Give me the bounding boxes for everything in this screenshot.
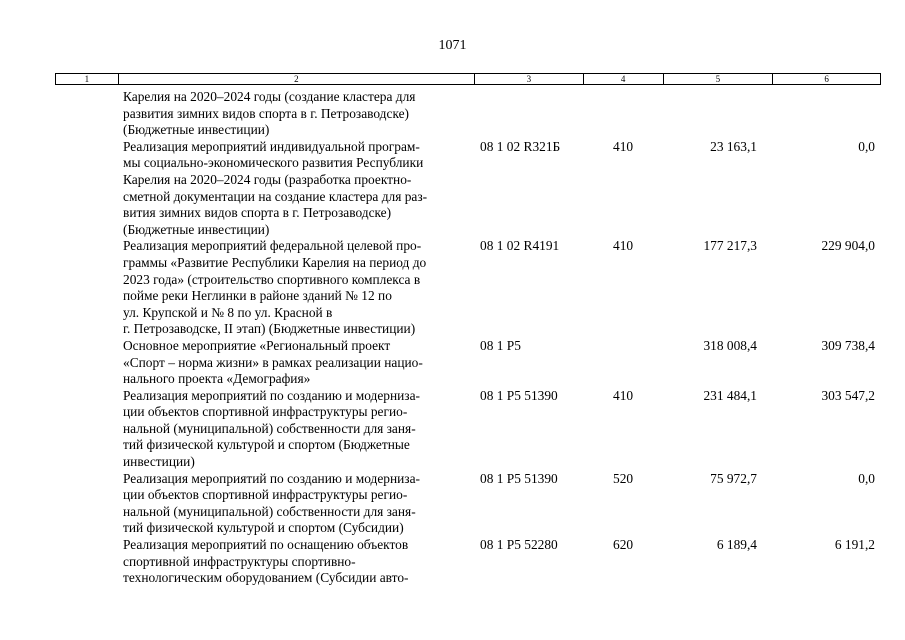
table-row [55,338,881,388]
row-type: 410 [613,138,634,154]
row-name: Реализация мероприятий по созданию и модерниза- ции объектов спортивной инфраструктуры регио- нальной (муниципальной) собственности для заня- тий физической культурой и спортом (Субсидии) [123,470,420,536]
row-type [584,89,664,139]
row-value-1: 177 217,3 [703,238,757,254]
row-name: Карелия на 2020–2024 годы (создание кластера для развития зимних видов спорта в г. Петрозаводске) (Бюджетные инвестиции) [123,89,416,138]
table-row [55,139,881,239]
header-col-5: 5 [664,74,774,84]
row-value-2: 309 738,4 [821,337,875,353]
row-col-1 [55,338,118,388]
header-col-2: 2 [119,74,475,84]
table-row [55,89,881,139]
row-value-2 [774,89,881,139]
row-type: 410 [613,238,634,254]
row-value-2: 229 904,0 [821,238,875,254]
row-code [475,89,584,139]
row-col-1 [55,388,118,471]
row-code: 08 1 P5 51390 [480,387,558,403]
header-col-6: 6 [824,74,829,84]
row-code: 08 1 02 R4191 [480,238,560,254]
header-col-3: 3 [475,74,584,84]
row-name: Реализация мероприятий индивидуальной програм- мы социально-экономического развития Республики Карелия на 2020–2024 годы (разработка проектно- сметной документации на создание кластера для раз- вития зимних видов спорта в г. Петрозаводске) (Бюджетные инвестиции) [123,138,428,237]
row-col-1 [55,537,118,587]
row-col-1 [55,89,118,139]
row-value-1: 231 484,1 [703,387,757,403]
row-value-2: 6 191,2 [834,537,875,553]
header-col-4: 4 [584,74,664,84]
row-value-1: 318 008,4 [703,337,757,353]
row-code: 08 1 02 R321Б [480,138,561,154]
table-row [55,471,881,537]
row-code: 08 1 P5 51390 [480,470,558,486]
page-number: 1071 [438,38,467,53]
table-row [55,238,881,338]
row-value-2: 0,0 [858,138,875,154]
row-type: 410 [613,387,634,403]
table-header [55,73,881,85]
header-col-1: 1 [56,74,119,84]
row-name: Основное мероприятие «Региональный проект «Спорт – норма жизни» в рамках реализации нацио- нального проекта «Демография» [123,337,423,387]
row-name: Реализация мероприятий по созданию и модерниза- ции объектов спортивной инфраструктуры регио- нальной (муниципальной) собственности для заня- тий физической культурой и спортом (Бюджетные инвестиции) [123,387,420,470]
row-type: 520 [613,470,634,486]
row-type: 620 [613,537,634,553]
table-body [55,89,881,587]
row-type [584,338,664,388]
row-value-2: 0,0 [858,470,875,486]
row-code: 08 1 P5 52280 [480,537,558,553]
row-value-2: 303 547,2 [821,387,875,403]
row-value-1: 6 189,4 [716,537,757,553]
table-row [55,537,881,587]
row-col-1 [55,238,118,338]
row-col-1 [55,139,118,239]
row-col-1 [55,471,118,537]
row-code: 08 1 P5 [480,337,521,353]
row-value-1: 23 163,1 [710,138,757,154]
table-row [55,388,881,471]
row-value-1 [664,89,774,139]
row-value-1: 75 972,7 [710,470,757,486]
row-name: Реализация мероприятий федеральной целевой про- граммы «Развитие Республики Карелия на период до 2023 года» (строительство спортивного комплекса в пойме реки Неглинки в районе зданий № 12 по ул. Крупской и № 8 по ул. Красной в г. Петрозаводске, II этап) (Бюджетные инвестиции) [123,238,427,337]
row-name: Реализация мероприятий по оснащению объектов спортивной инфраструктуры спортивно- технологическим оборудованием (Субсидии авто- [123,537,409,586]
